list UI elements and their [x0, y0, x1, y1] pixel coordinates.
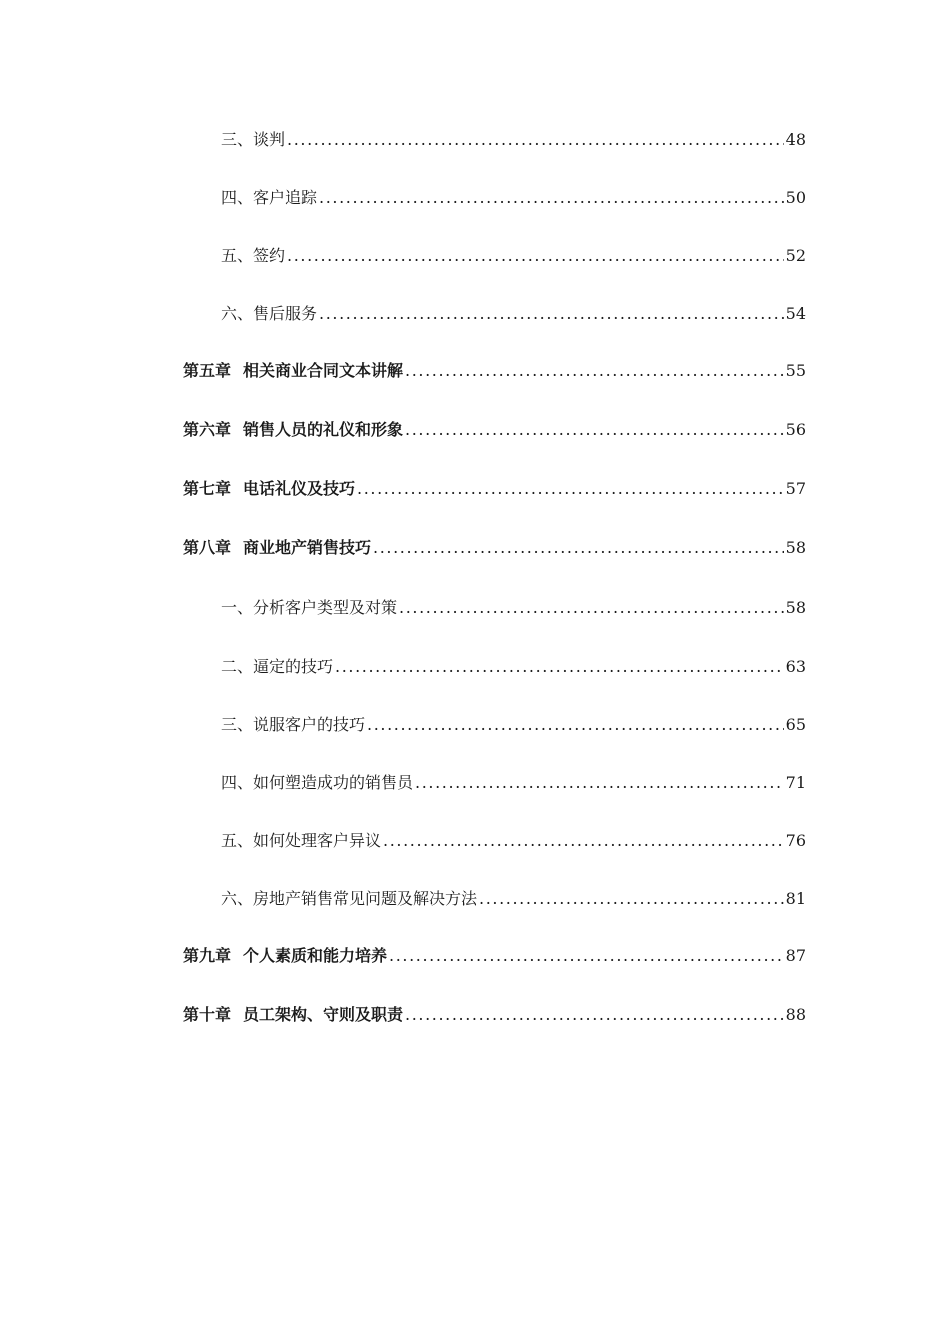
toc-entry[interactable] — [221, 711, 806, 735]
toc-entry-title: 五、签约 — [221, 246, 286, 265]
toc-entry-title: 六、房地产销售常见问题及解决方法 — [221, 889, 478, 908]
toc-entry[interactable] — [221, 300, 806, 324]
chapter-name: 销售人员的礼仪和形象 — [243, 420, 404, 439]
chapter-name: 商业地产销售技巧 — [243, 538, 372, 557]
chapter-number: 第八章 — [183, 538, 232, 557]
toc-entry[interactable] — [221, 769, 806, 793]
chapter-number: 第七章 — [183, 479, 232, 498]
dot-leader — [479, 889, 784, 909]
chapter-number: 第十章 — [183, 1005, 232, 1024]
toc-entry-title: 一、分析客户类型及对策 — [221, 598, 398, 617]
toc-page-number: 76 — [785, 831, 806, 850]
dot-leader — [399, 598, 784, 618]
toc-chapter-entry[interactable] — [183, 416, 806, 440]
toc-chapter-title — [183, 420, 403, 440]
toc-chapter-title — [183, 479, 355, 499]
chapter-number: 第六章 — [183, 420, 232, 439]
toc-chapter-title — [183, 538, 371, 558]
toc-entry-title: 六、售后服务 — [221, 304, 318, 323]
toc-page-number: 71 — [785, 773, 806, 792]
dot-leader — [373, 538, 784, 558]
toc-page-number: 58 — [785, 538, 806, 557]
toc-chapter-entry[interactable] — [183, 357, 806, 381]
dot-leader — [405, 361, 784, 381]
dot-leader — [357, 479, 784, 499]
toc-page-number: 52 — [785, 246, 806, 265]
toc-entry-title: 三、谈判 — [221, 130, 286, 149]
toc-entry[interactable] — [221, 827, 806, 851]
toc-page-number: 63 — [785, 657, 806, 676]
dot-leader — [319, 188, 784, 208]
toc-page-number: 48 — [785, 130, 806, 149]
chapter-name: 相关商业合同文本讲解 — [243, 361, 404, 380]
toc-chapter-entry[interactable] — [183, 475, 806, 499]
toc-chapter-title — [183, 1005, 403, 1025]
toc-page-number: 81 — [785, 889, 806, 908]
dot-leader — [287, 246, 784, 266]
toc-entry-title: 五、如何处理客户异议 — [221, 831, 382, 850]
toc-page-number: 58 — [785, 598, 806, 617]
dot-leader — [405, 1005, 784, 1025]
chapter-number: 第五章 — [183, 361, 232, 380]
dot-leader — [415, 773, 784, 793]
toc-page-number: 55 — [785, 361, 806, 380]
toc-page-number: 54 — [785, 304, 806, 323]
toc-entry-title: 三、说服客户的技巧 — [221, 715, 366, 734]
toc-entry[interactable] — [221, 885, 806, 909]
chapter-number: 第九章 — [183, 946, 232, 965]
toc-page-number: 50 — [785, 188, 806, 207]
toc-page-number: 87 — [785, 946, 806, 965]
toc-page-number: 57 — [785, 479, 806, 498]
dot-leader — [319, 304, 784, 324]
chapter-name: 员工架构、守则及职责 — [243, 1005, 404, 1024]
chapter-name: 个人素质和能力培养 — [243, 946, 388, 965]
toc-chapter-entry[interactable] — [183, 534, 806, 558]
toc-entry-title: 四、客户追踪 — [221, 188, 318, 207]
dot-leader — [389, 946, 784, 966]
toc-entry-title: 四、如何塑造成功的销售员 — [221, 773, 414, 792]
dot-leader — [335, 657, 784, 677]
toc-page-number: 88 — [785, 1005, 806, 1024]
toc-chapter-title — [183, 946, 387, 966]
toc-page-number: 65 — [785, 715, 806, 734]
toc-entry[interactable] — [221, 653, 806, 677]
dot-leader — [287, 130, 784, 150]
toc-chapter-entry[interactable] — [183, 1001, 806, 1025]
dot-leader — [383, 831, 784, 851]
toc-page-number: 56 — [785, 420, 806, 439]
toc-entry[interactable] — [221, 242, 806, 266]
toc-chapter-entry[interactable] — [183, 942, 806, 966]
toc-entry[interactable] — [221, 184, 806, 208]
toc-entry[interactable] — [221, 126, 806, 150]
toc-chapter-title — [183, 361, 403, 381]
toc-entry-title: 二、逼定的技巧 — [221, 657, 334, 676]
chapter-name: 电话礼仪及技巧 — [243, 479, 356, 498]
dot-leader — [405, 420, 784, 440]
toc-entry[interactable] — [221, 594, 806, 618]
dot-leader — [367, 715, 784, 735]
